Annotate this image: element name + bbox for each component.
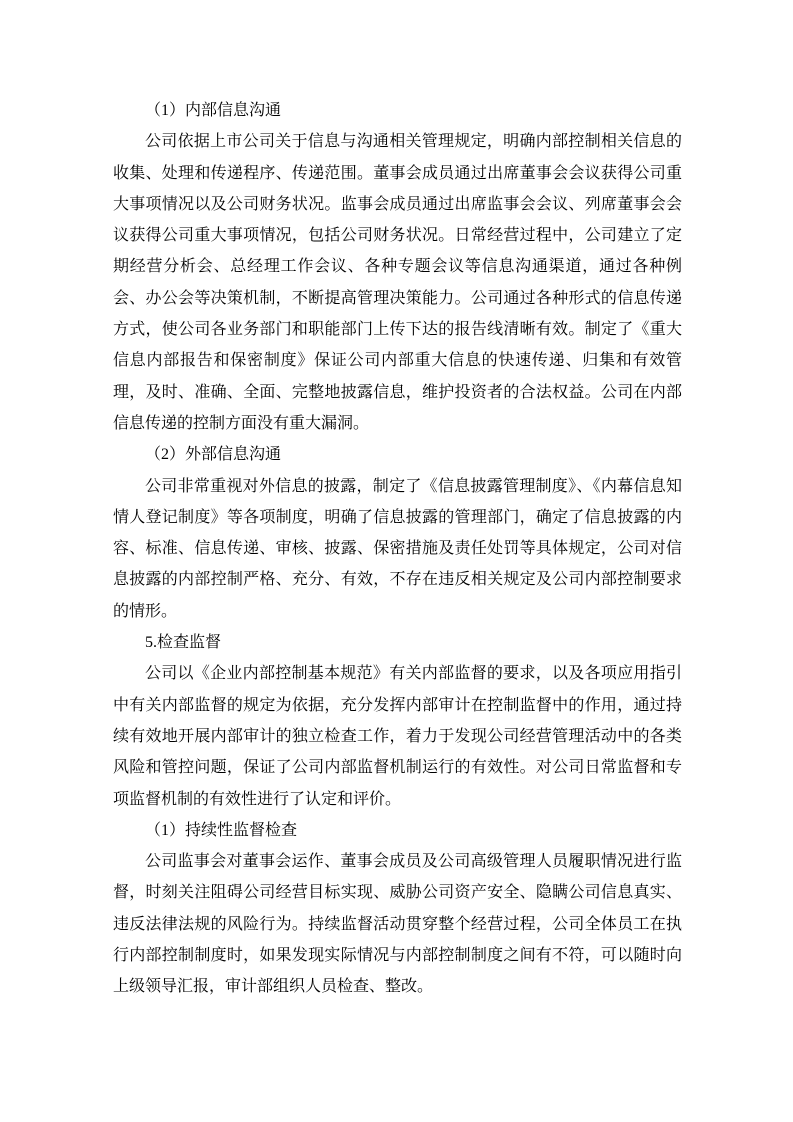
paragraph-internal-info-communication: 公司依据上市公司关于信息与沟通相关管理规定，明确内部控制相关信息的收集、处理和传递程序、传递范围。董事会成员通过出席董事会会议获得公司重大事项情况以及公司财务状况。监事会成员通过出席监事会会议、列席董事会会议获得公司重大事项情况，包括公司财务状况。日常经营过程中，公司建立了定期经营分析会、总经理工作会议、各种专题会议等信息沟通渠道，通过各种例会、办公会等决策机制，不断提高管理决策能力。公司通过各种形式的信息传递方式，使公司各业务部门和职能部门上传下达的报告线清晰有效。制定了《重大信息内部报告和保密制度》保证公司内部重大信息的快速传递、归集和有效管理，及时、准确、全面、完整地披露信息，维护投资者的合法权益。公司在内部信息传递的控制方面没有重大漏洞。 — [113, 133, 682, 432]
paragraph-inspection-supervision: 公司以《企业内部控制基本规范》有关内部监督的要求，以及各项应用指引中有关内部监督的规定为依据，充分发挥内部审计在控制监督中的作用，通过持续有效地开展内部审计的独立检查工作，着力于发现公司经营管理活动中的各类风险和管控问题，保证了公司内部监督机制运行的有效性。对公司日常监督和专项监督机制的有效性进行了认定和评价。 — [113, 665, 682, 808]
document-body — [113, 95, 682, 1003]
section-heading-internal-info-communication: （1）内部信息沟通 — [145, 102, 282, 119]
section-heading-external-info-communication: （2）外部信息沟通 — [145, 446, 282, 464]
paragraph-continuous-supervision-check: 公司监事会对董事会运作、董事会成员及公司高级管理人员履职情况进行监督，时刻关注阻碍公司经营目标实现、威胁公司资产安全、隐瞒公司信息真实、违反法律法规的风险行为。持续监督活动贯穿整个经营过程，公司全体员工在执行内部控制制度时，如果发现实际情况与内部控制制度之间有不符，可以随时向上级领导汇报，审计部组织人员检查、整改。 — [113, 853, 682, 996]
section-heading-continuous-supervision-check: （1）持续性监督检查 — [145, 821, 298, 839]
section-heading-inspection-supervision: 5.检查监督 — [145, 634, 222, 652]
paragraph-external-info-communication: 公司非常重视对外信息的披露，制定了《信息披露管理制度》、《内幕信息知情人登记制度》等各项制度，明确了信息披露的管理部门，确定了信息披露的内容、标准、信息传递、审核、披露、保密措施及责任处罚等具体规定，公司对信息披露的内部控制严格、充分、有效，不存在违反相关规定及公司内部控制要求的情形。 — [113, 477, 682, 620]
